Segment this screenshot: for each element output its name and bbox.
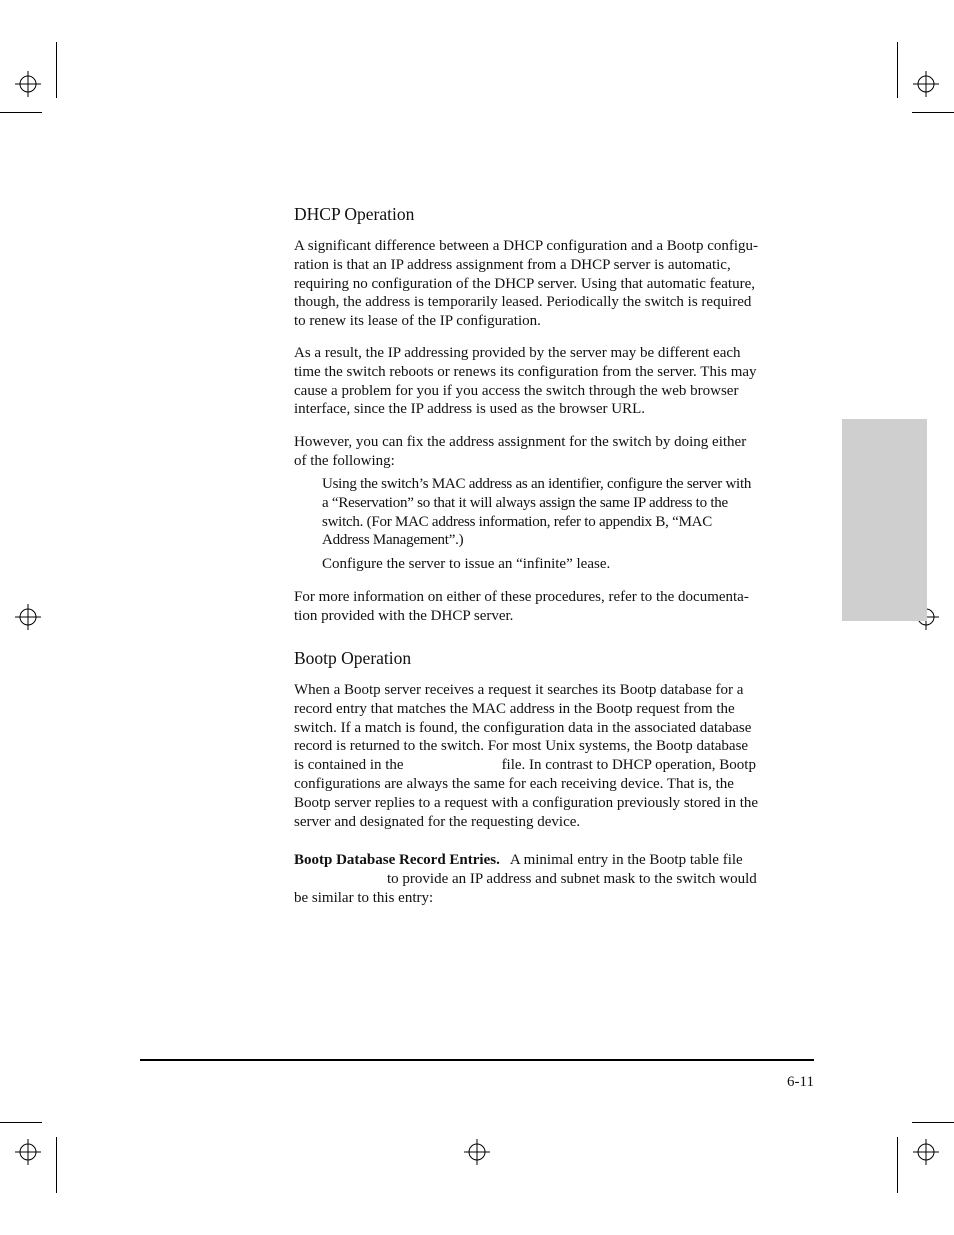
text-line: For more information on either of these procedures, refer to the documenta- [294, 589, 749, 605]
text-line: of the following: [294, 452, 395, 469]
section-heading-dhcp: DHCP Operation [294, 204, 415, 224]
text-line [294, 851, 816, 870]
list-item-reservation [322, 475, 816, 550]
paragraph-bootp-record [294, 851, 816, 907]
text-line: cause a problem for you if you access the switch through the web browser [294, 382, 739, 399]
registration-mark-icon [15, 604, 41, 630]
text-line: switch. If a match is found, the configuration data in the associated database [294, 719, 752, 736]
text-line: Using the switch’s MAC address as an identifier, configure the server with [322, 476, 752, 492]
paragraph-dhcp-3 [294, 433, 816, 471]
registration-mark-icon [913, 1139, 939, 1165]
list-item-infinite-lease [322, 555, 816, 574]
text-line: However, you can fix the address assignment for the switch by doing either [294, 434, 747, 450]
text-line [294, 870, 816, 889]
section-heading-bootp: Bootp Operation [294, 648, 412, 668]
text-line: server and designated for the requesting device. [294, 813, 581, 830]
text-line: configurations are always the same for each receiving device. That is, the [294, 775, 734, 792]
text-line: time the switch reboots or renews its configuration from the server. This may [294, 363, 757, 380]
text-line: interface, since the IP address is used as the browser URL. [294, 401, 646, 418]
text-line: tion provided with the DHCP server. [294, 607, 514, 624]
page-number: 6-11 [787, 1074, 814, 1090]
text-fragment: file. In contrast to DHCP operation, Bootp [501, 757, 756, 774]
text-line: Configure the server to issue an “infinite” lease. [322, 556, 611, 572]
text-fragment: A minimal entry in the Bootp table file [509, 852, 743, 868]
text-line: requiring no configuration of the DHCP server. Using that automatic feature, [294, 275, 755, 292]
crop-mark [0, 1122, 42, 1123]
text-line: ration is that an IP address assignment from a DHCP server is automatic, [294, 256, 731, 273]
crop-mark [912, 1122, 954, 1123]
text-line: When a Bootp server receives a request it searches its Bootp database for a [294, 682, 744, 698]
crop-mark [56, 42, 57, 98]
text-line: switch. (For MAC address information, refer to appendix B, “MAC [322, 513, 713, 530]
paragraph-bootp-1 [294, 681, 816, 831]
footer-rule [140, 1059, 814, 1061]
text-line: though, the address is temporarily leased. Periodically the switch is required [294, 294, 752, 311]
crop-mark [897, 42, 898, 98]
registration-mark-icon [913, 71, 939, 97]
registration-mark-icon [15, 1139, 41, 1165]
crop-mark [0, 112, 42, 113]
registration-mark-icon [464, 1139, 490, 1165]
text-fragment: is contained in the [294, 757, 404, 774]
paragraph-dhcp-4 [294, 588, 816, 626]
paragraph-dhcp-1 [294, 237, 816, 331]
paragraph-dhcp-2 [294, 344, 816, 419]
text-line: As a result, the IP addressing provided by the server may be different each [294, 345, 741, 361]
crop-mark [56, 1137, 57, 1193]
text-line: record is returned to the switch. For most Unix systems, the Bootp database [294, 738, 749, 755]
run-in-heading: Bootp Database Record Entries. [294, 852, 500, 868]
text-line [294, 756, 816, 775]
chapter-tab [842, 419, 927, 621]
text-line: a “Reservation” so that it will always assign the same IP address to the [322, 494, 728, 511]
registration-mark-icon [15, 71, 41, 97]
crop-mark [912, 112, 954, 113]
text-line: be similar to this entry: [294, 889, 434, 906]
crop-mark [897, 1137, 898, 1193]
text-line: to renew its lease of the IP configuration. [294, 313, 541, 330]
text-fragment: to provide an IP address and subnet mask to the switch would [387, 870, 757, 887]
text-line: A significant difference between a DHCP configuration and a Bootp configu- [294, 238, 759, 254]
text-line: Bootp server replies to a request with a configuration previously stored in the [294, 794, 759, 811]
text-line: record entry that matches the MAC address in the Bootp request from the [294, 700, 735, 717]
text-line: Address Management”.) [322, 532, 464, 549]
